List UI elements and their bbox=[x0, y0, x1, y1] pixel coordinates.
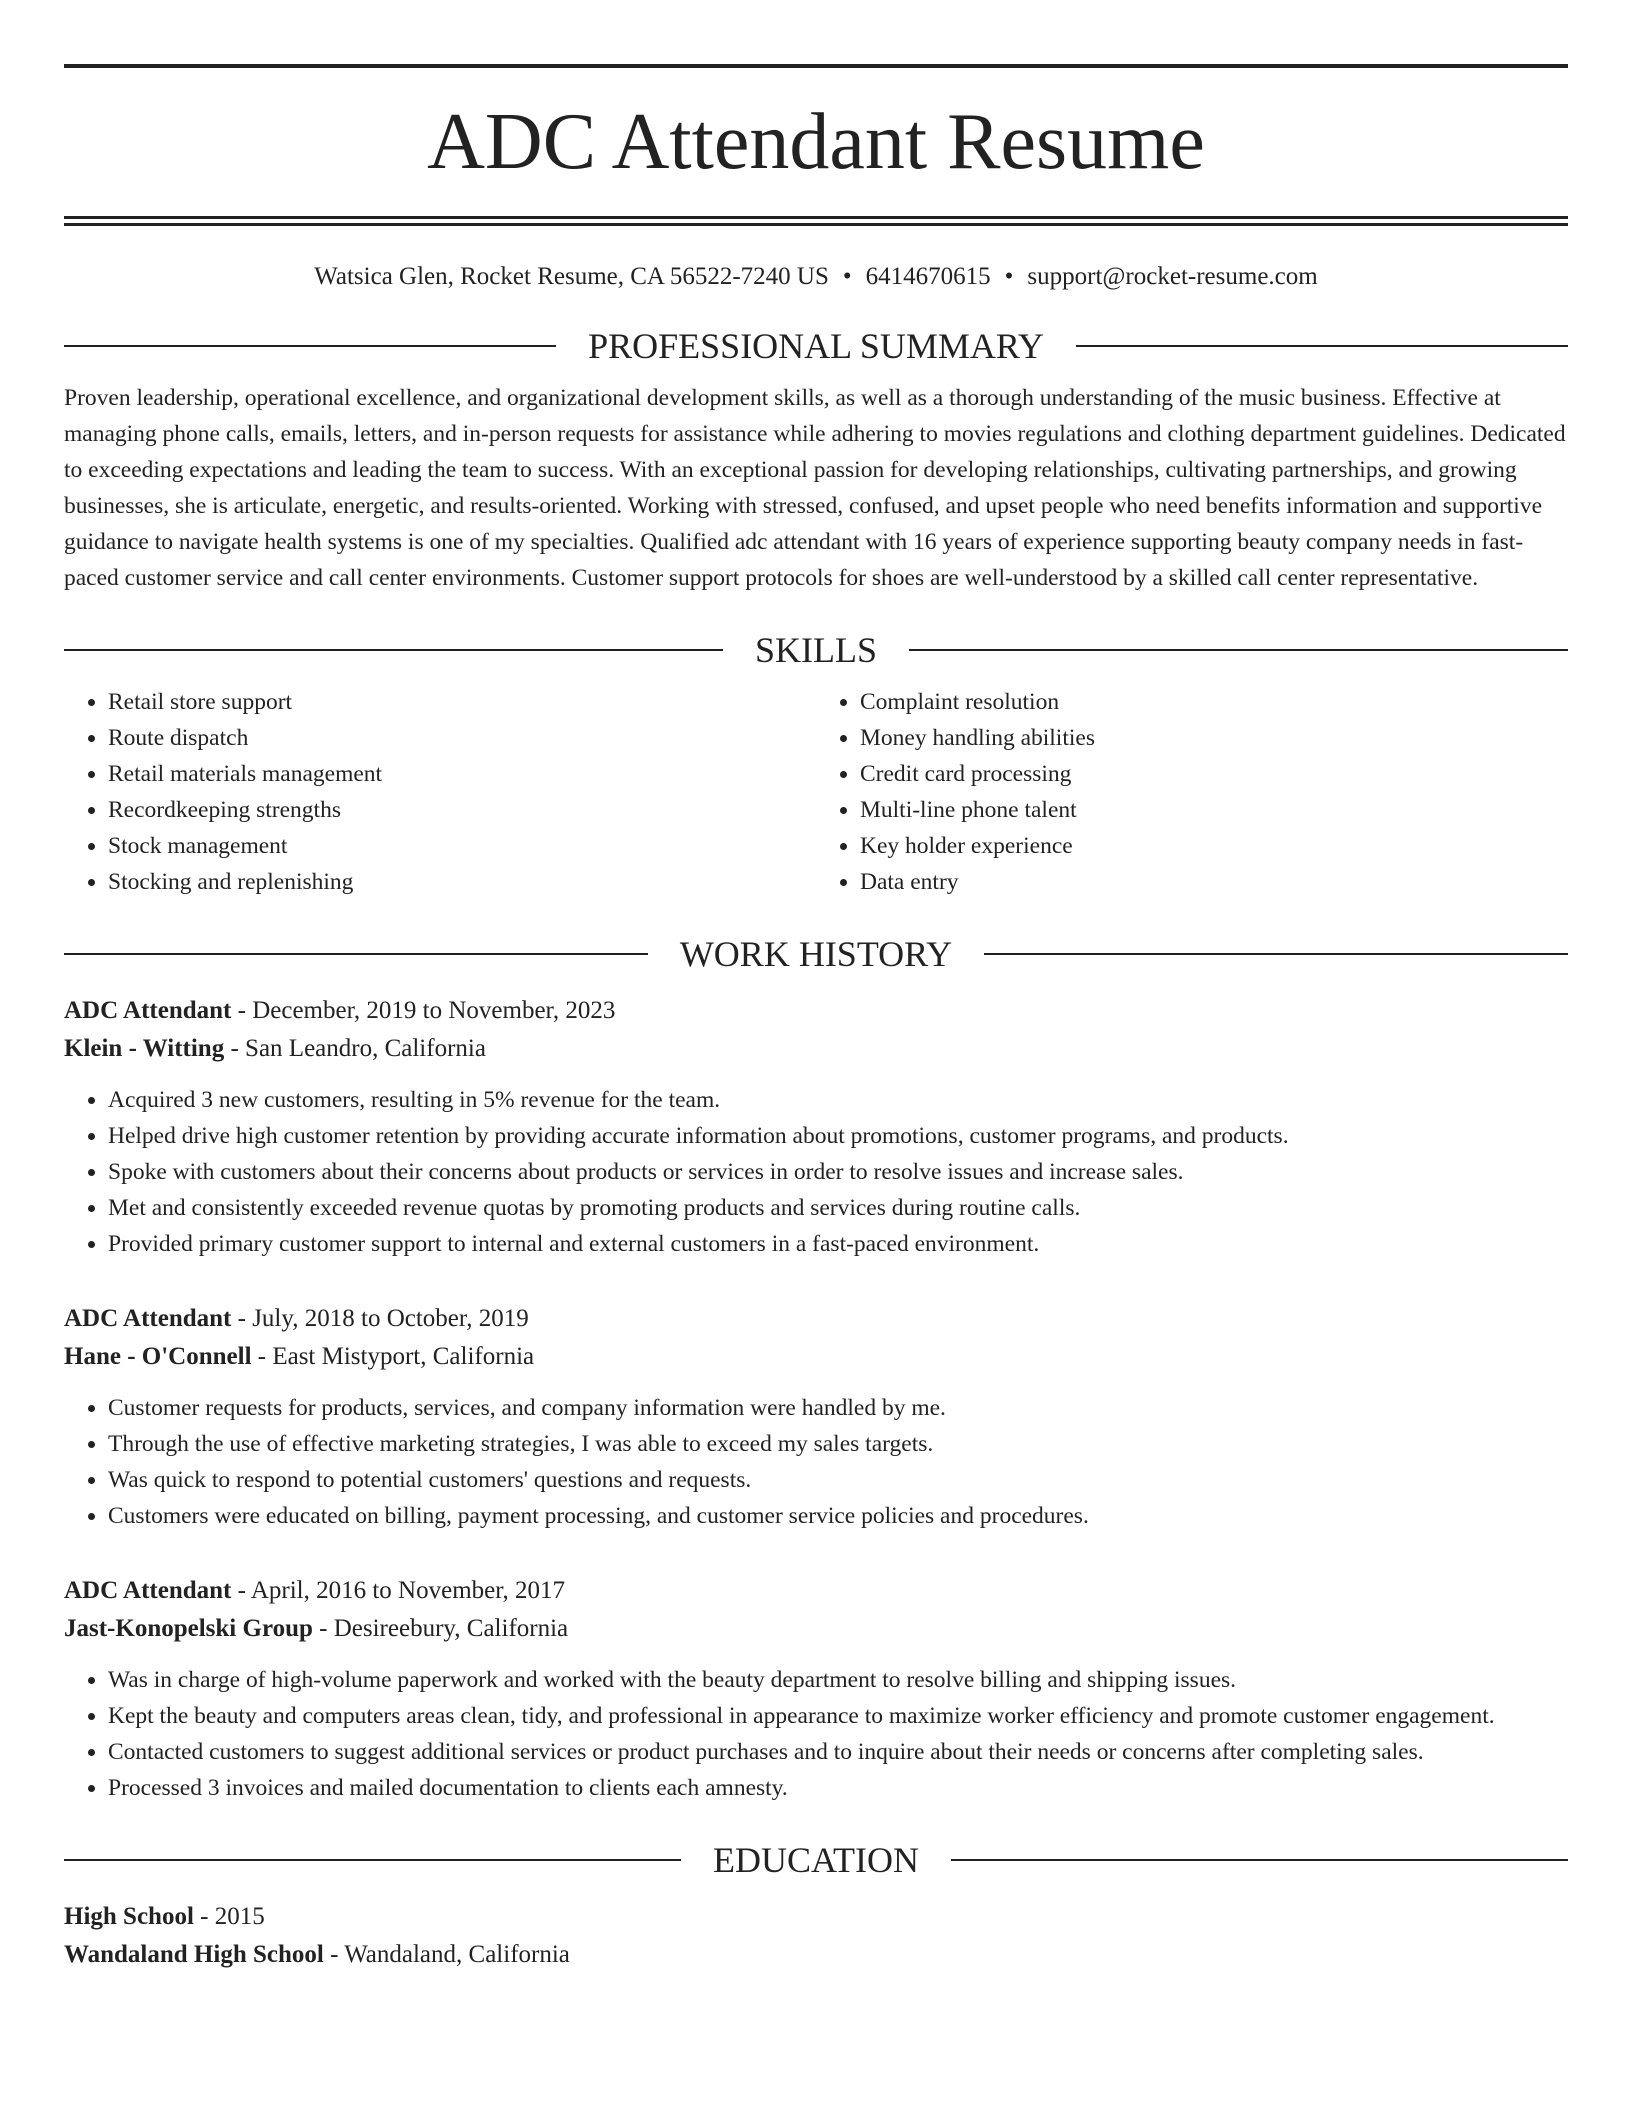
skill-item: • Retail materials management bbox=[108, 756, 816, 792]
job-company-line bbox=[64, 1338, 1568, 1376]
contact-line bbox=[64, 262, 1568, 292]
skills-list bbox=[64, 684, 1568, 900]
summary-text: Proven leadership, operational excellence, and organizational development skills, as well as a thorough understanding of the music business. Effective at managing phone calls, emails, letters, and in-person requests for assistance while adhering to movies regulations and clothing department guidelines. Dedicated to exceeding expectations and leading the team to success. With an exceptional passion for developing relationships, cultivating partnerships, and growing businesses, she is articulate, energetic, and results-oriented. Working with stressed, confused, and upset people who need benefits information and supportive guidance to navigate health systems is one of my specialties. Qualified adc attendant with 16 years of experience supporting beauty company needs in fast-paced customer service and call center environments. Customer support protocols for shoes are well-understood by a skilled call center representative. bbox=[64, 385, 1566, 591]
job-location: - East Mistyport, California bbox=[251, 1343, 535, 1370]
skill-item: • Route dispatch bbox=[108, 720, 816, 756]
job-bullet: • Acquired 3 new customers, resulting in 5% revenue for the team. bbox=[108, 1082, 1568, 1118]
job-company: Jast-Konopelski Group bbox=[64, 1615, 313, 1642]
contact-address: Watsica Glen, Rocket Resume, CA 56522-7240 US bbox=[314, 263, 829, 290]
section-rule-left bbox=[64, 345, 556, 347]
education-school-line bbox=[64, 1936, 1568, 1974]
job-bullet: • Met and consistently exceeded revenue quotas by promoting products and services during routine calls. bbox=[108, 1190, 1568, 1226]
section-rule-left bbox=[64, 649, 723, 651]
skill-item: • Complaint resolution bbox=[860, 684, 1568, 720]
work-section-header bbox=[64, 932, 1568, 976]
skill-item: • Credit card processing bbox=[860, 756, 1568, 792]
job-title: ADC Attendant bbox=[64, 1305, 232, 1332]
job-bullet: • Was quick to respond to potential customers' questions and requests. bbox=[108, 1462, 1568, 1498]
skills-section-header bbox=[64, 628, 1568, 672]
job-bullet: • Helped drive high customer retention by providing accurate information about promotions, customer programs, and products. bbox=[108, 1118, 1568, 1154]
skill-item: • Key holder experience bbox=[860, 828, 1568, 864]
job-location: - San Leandro, California bbox=[224, 1035, 486, 1062]
job-bullets bbox=[64, 1082, 1568, 1262]
job-title: ADC Attendant bbox=[64, 1577, 232, 1604]
job-bullets bbox=[64, 1390, 1568, 1534]
contact-separator: • bbox=[842, 263, 852, 290]
skill-item: • Retail store support bbox=[108, 684, 816, 720]
job-title-line bbox=[64, 1300, 1568, 1338]
skill-item: • Data entry bbox=[860, 864, 1568, 900]
education-degree-line bbox=[64, 1898, 1568, 1936]
education-school: Wandaland High School bbox=[64, 1941, 324, 1968]
job-dates: - December, 2019 to November, 2023 bbox=[231, 997, 616, 1024]
title-double-rule bbox=[64, 216, 1568, 226]
skills-column-right bbox=[816, 684, 1568, 900]
job-entry bbox=[64, 1572, 1568, 1806]
job-company-line bbox=[64, 1610, 1568, 1648]
education-entry bbox=[64, 1898, 1568, 1974]
skills-column-left bbox=[64, 684, 816, 900]
contact-separator: • bbox=[1004, 263, 1014, 290]
education-year: - 2015 bbox=[193, 1903, 265, 1930]
job-company: Klein - Witting bbox=[64, 1035, 225, 1062]
job-bullet: • Processed 3 invoices and mailed documentation to clients each amnesty. bbox=[108, 1770, 1568, 1806]
job-dates: - April, 2016 to November, 2017 bbox=[231, 1577, 566, 1604]
section-rule-left bbox=[64, 1859, 681, 1861]
contact-email[interactable]: support@rocket-resume.com bbox=[1027, 263, 1318, 290]
section-rule-right bbox=[951, 1859, 1568, 1861]
job-bullet: • Contacted customers to suggest additional services or product purchases and to inquire about their needs or concerns after completing sales. bbox=[108, 1734, 1568, 1770]
job-bullet: • Customer requests for products, services, and company information were handled by me. bbox=[108, 1390, 1568, 1426]
skill-item: • Multi-line phone talent bbox=[860, 792, 1568, 828]
skill-item: • Stock management bbox=[108, 828, 816, 864]
resume-page bbox=[64, 64, 1568, 1974]
job-title-line bbox=[64, 992, 1568, 1030]
section-rule-right bbox=[909, 649, 1568, 651]
job-company: Hane - O'Connell bbox=[64, 1343, 252, 1370]
job-title: ADC Attendant bbox=[64, 997, 232, 1024]
work-section-title: WORK HISTORY bbox=[679, 934, 953, 974]
section-rule-right bbox=[984, 953, 1568, 955]
job-location: - Desireebury, California bbox=[312, 1615, 569, 1642]
job-bullets bbox=[64, 1662, 1568, 1806]
skill-item: • Recordkeeping strengths bbox=[108, 792, 816, 828]
job-entry bbox=[64, 1300, 1568, 1534]
job-bullet: • Was in charge of high-volume paperwork and worked with the beauty department to resolve billing and shipping issues. bbox=[108, 1662, 1568, 1698]
job-bullet: • Provided primary customer support to internal and external customers in a fast-paced environment. bbox=[108, 1226, 1568, 1262]
education-section-title: EDUCATION bbox=[713, 1840, 919, 1880]
education-location: - Wandaland, California bbox=[323, 1941, 570, 1968]
section-rule-left bbox=[64, 953, 648, 955]
contact-phone[interactable]: 6414670615 bbox=[865, 263, 991, 290]
job-bullet: • Kept the beauty and computers areas clean, tidy, and professional in appearance to maximize worker efficiency and promote customer engagement. bbox=[108, 1698, 1568, 1734]
skill-item: • Money handling abilities bbox=[860, 720, 1568, 756]
job-bullet: • Through the use of effective marketing strategies, I was able to exceed my sales targets. bbox=[108, 1426, 1568, 1462]
job-title-line bbox=[64, 1572, 1568, 1610]
skills-section-title: SKILLS bbox=[755, 630, 878, 670]
job-bullet: • Spoke with customers about their concerns about products or services in order to resolve issues and increase sales. bbox=[108, 1154, 1568, 1190]
job-company-line bbox=[64, 1030, 1568, 1068]
resume-title: ADC Attendant Resume bbox=[427, 98, 1205, 186]
skill-item: • Stocking and replenishing bbox=[108, 864, 816, 900]
job-bullet: • Customers were educated on billing, payment processing, and customer service policies and procedures. bbox=[108, 1498, 1568, 1534]
education-section-header bbox=[64, 1838, 1568, 1882]
summary-section-header bbox=[64, 324, 1568, 368]
section-rule-right bbox=[1076, 345, 1568, 347]
education-degree: High School bbox=[64, 1903, 194, 1930]
summary-section-title: PROFESSIONAL SUMMARY bbox=[588, 326, 1044, 366]
job-entry bbox=[64, 992, 1568, 1262]
job-dates: - July, 2018 to October, 2019 bbox=[231, 1305, 529, 1332]
